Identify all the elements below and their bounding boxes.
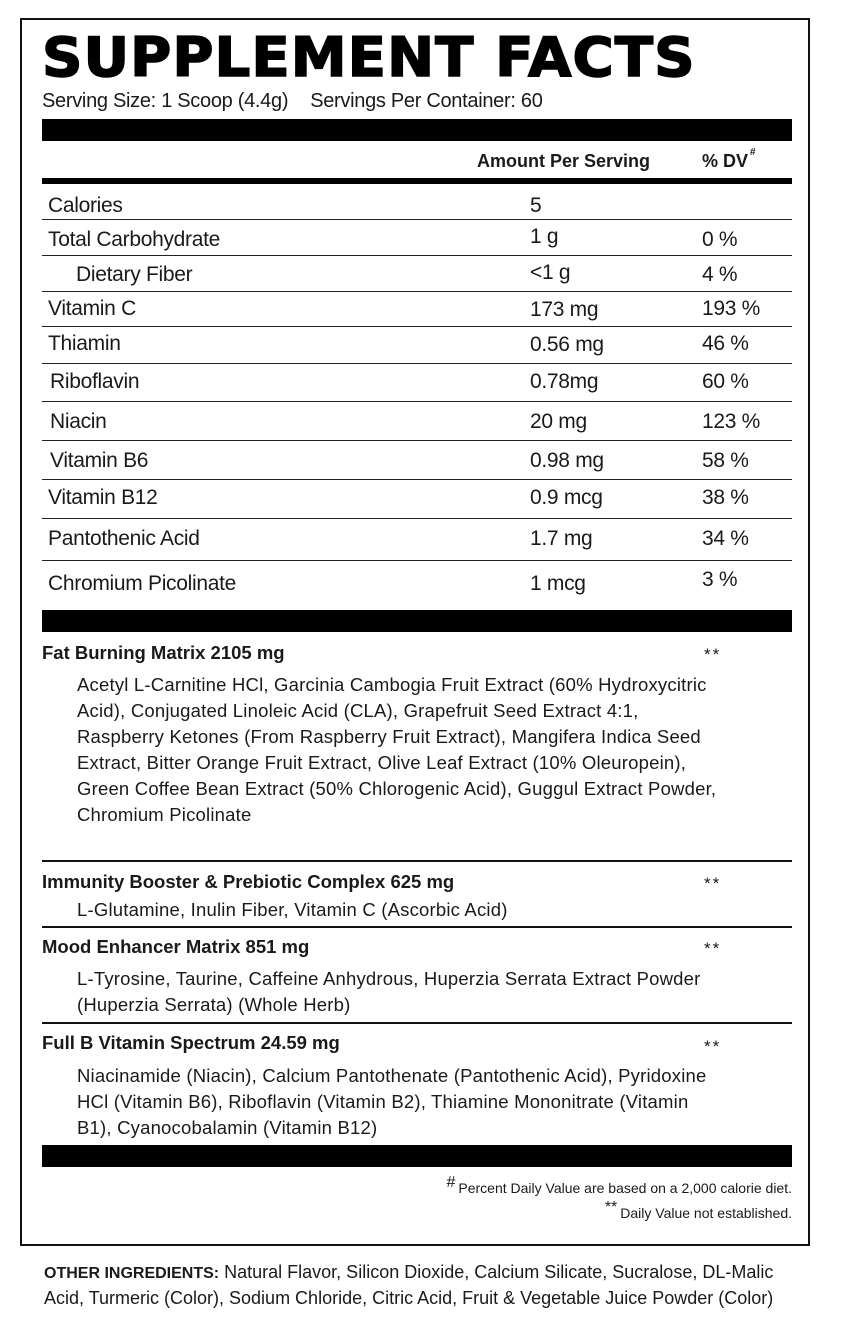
nutrient-amount: 0.98 mg [530,449,604,472]
blend-title: Immunity Booster & Prebiotic Complex 625 mg [42,871,455,892]
nutrient-dv: 46 % [702,332,749,355]
blend-divider [42,860,792,862]
nutrient-name: Vitamin B12 [48,486,158,509]
dv-header-label: % DV [702,151,749,171]
nutrient-row [42,402,792,441]
blend-ingredients: Niacinamide (Niacin), Calcium Pantothenate (Pantothenic Acid), Pyridoxine HCl (Vitamin B6), Riboflavin (Vitamin B2), Thiamine Mononitrate (Vitamin B1), Cyanocobalamin (Vitamin B12) [77,1065,707,1138]
blend-title: Fat Burning Matrix 2105 mg [42,642,285,663]
nutrient-name: Pantothenic Acid [48,527,200,550]
blend-ingredients: L-Tyrosine, Taurine, Caffeine Anhydrous, Huperzia Serrata Extract Powder (Huperzia Serrata) (Whole Herb) [77,968,701,1015]
nutrient-name: Niacin [50,410,107,433]
blend-dv: ** [704,939,722,958]
serving-size: Serving Size: 1 Scoop (4.4g) [42,90,289,112]
nutrient-row [42,184,792,220]
nutrient-row [42,327,792,364]
nutrient-row [42,292,792,327]
other-ingredients-label: OTHER INGREDIENTS: [44,1265,220,1282]
nutrient-dv: 3 % [702,568,738,591]
nutrient-dv: 38 % [702,486,749,509]
nutrient-name: Vitamin C [48,297,136,320]
blend-dv: ** [704,645,722,664]
blend-dv: ** [704,874,722,893]
nutrient-name: Chromium Picolinate [48,572,237,595]
footnote-symbol: ** [604,1199,618,1216]
footnote-text: Percent Daily Value are based on a 2,000 calorie diet. [458,1180,792,1196]
blend-divider [42,926,792,928]
nutrient-name: Calories [48,194,123,217]
servings-per-container: Servings Per Container: 60 [310,90,543,112]
footnote-dv [382,1174,792,1198]
nutrient-amount: <1 g [530,261,571,284]
amount-header: Amount Per Serving [477,151,651,171]
blend-dv: ** [704,1037,722,1056]
other-ingredients [44,1260,804,1310]
nutrient-amount: 20 mg [530,410,587,433]
supplement-facts-panel [20,18,810,1246]
blend-divider [42,1022,792,1024]
nutrient-dv: 123 % [702,410,761,433]
blend-title: Mood Enhancer Matrix 851 mg [42,936,310,957]
footnote-text: Daily Value not established. [620,1205,792,1221]
nutrient-row [42,561,792,608]
thick-divider-bottom [42,1145,792,1167]
footnote-symbol: # [446,1174,456,1191]
nutrient-name: Dietary Fiber [76,263,193,286]
nutrient-amount: 0.9 mcg [530,486,603,509]
nutrient-amount: 1 g [530,225,559,248]
nutrient-amount: 0.78mg [530,370,599,393]
nutrient-dv: 193 % [702,297,761,320]
nutrient-row [42,220,792,256]
dv-header [702,147,756,172]
nutrient-name: Total Carbohydrate [48,228,221,251]
nutrient-row [42,364,792,402]
panel-title: SUPPLEMENT FACTS [42,26,696,89]
nutrient-name: Riboflavin [50,370,140,393]
nutrient-dv: 4 % [702,263,738,286]
nutrient-row [42,441,792,480]
blend-ingredients: Acetyl L-Carnitine HCl, Garcinia Cambogia Fruit Extract (60% Hydroxycitric Acid), Conjugated Linoleic Acid (CLA), Grapefruit Seed Extract 4:1, Raspberry Ketones (From Raspberry Fruit Extract), Mangifera Indica Seed Extract, Bitter Orange Fruit Extract, Olive Leaf Extract (10% Oleuropein), Green Coffee Bean Extract (50% Chlorogenic Acid), Guggul Extract Powder, Chromium Picolinate [77,674,717,825]
thick-divider-top [42,119,792,141]
nutrient-amount: 173 mg [530,298,599,321]
nutrient-dv: 58 % [702,449,749,472]
nutrient-amount: 0.56 mg [530,333,604,356]
serving-info [42,90,543,113]
nutrient-name: Vitamin B6 [50,449,149,472]
blend-title: Full B Vitamin Spectrum 24.59 mg [42,1032,340,1053]
nutrient-row [42,519,792,561]
nutrient-amount: 1.7 mg [530,527,593,550]
footnote-not-established [382,1199,792,1223]
dv-header-mark: # [750,147,756,158]
nutrient-name: Thiamin [48,332,121,355]
nutrient-dv: 34 % [702,527,749,550]
nutrient-amount: 5 [530,194,542,217]
nutrient-row [42,480,792,519]
nutrient-row [42,256,792,292]
other-ingredients-text: Natural Flavor, Silicon Dioxide, Calcium Silicate, Sucralose, DL-Malic Acid, Turmeric (Color), Sodium Chloride, Citric Acid, Fruit & Vegetable Juice Powder (Color) [44,1262,774,1308]
blend-ingredients: L-Glutamine, Inulin Fiber, Vitamin C (Ascorbic Acid) [77,899,508,920]
nutrient-dv: 0 % [702,228,738,251]
nutrient-dv: 60 % [702,370,749,393]
thick-divider-middle [42,610,792,632]
nutrient-amount: 1 mcg [530,572,586,595]
